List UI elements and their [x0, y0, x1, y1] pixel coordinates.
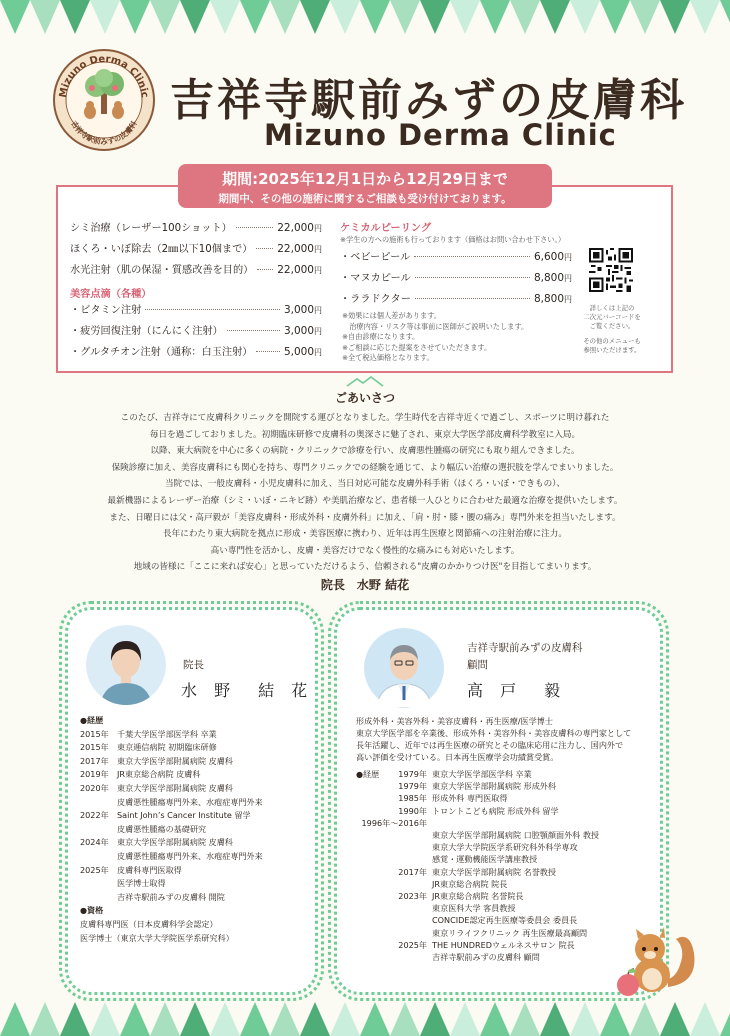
item-name: シミ治療（レーザー100ショット）: [70, 223, 232, 234]
bunting-flag: [570, 1002, 600, 1036]
bunting-flag: [330, 1002, 360, 1036]
item-name: ・グルタチオン注射（通称：白玉注射）: [70, 347, 253, 358]
qr-caption-line: 二次元バーコードを: [583, 313, 641, 321]
director-photo: [86, 625, 166, 705]
bunting-flag: [240, 1002, 270, 1036]
item-price: 22,000円: [277, 222, 322, 234]
bunting-flag: [90, 1002, 120, 1036]
qualification-item: 皮膚科専門医（日本皮膚科学会認定）: [80, 918, 218, 929]
career-text: 東京大学医学部附属病院 形成外科: [432, 781, 556, 792]
price-row: [70, 219, 322, 240]
item-price: 3,000円: [283, 325, 322, 337]
bunting-flag: [450, 1002, 480, 1036]
advisor-name: 高 戸 毅: [467, 681, 567, 700]
career-row: [80, 836, 310, 850]
career-text: 皮膚科専門医取得: [117, 864, 182, 875]
item-price: 3,000円: [283, 304, 322, 316]
peeling-heading: ケミカルピーリング: [340, 223, 432, 234]
advisor-role: 顧問: [467, 659, 488, 671]
career-text: CONCIDE認定再生医療等委員会 委員長: [432, 915, 578, 926]
career-year: 2025年: [398, 939, 427, 950]
career-row: [80, 728, 310, 742]
bunting-flag: [300, 1002, 330, 1036]
bunting-flag: [600, 1002, 630, 1036]
bottom-bunting-decoration: [0, 996, 730, 1036]
treatment-list: [70, 219, 322, 364]
price-row: [70, 301, 322, 322]
bunting-flag: [390, 0, 420, 34]
qualification-item: 医学博士（東京大学大学院医学系研究科）: [80, 932, 234, 943]
bunting-flag: [300, 0, 330, 34]
career-row: [80, 891, 310, 905]
bunting-flag: [510, 1002, 540, 1036]
intro-line: 高い評価を受けている。日本再生医療学会功績賞受賞。: [356, 752, 559, 762]
advisor-illustration: [364, 628, 444, 708]
greeting-line: 以降、東大病院を中心に多くの病院・クリニックで診療を行い、皮膚悪性腫瘍の研究にも取り組んできました。: [150, 446, 580, 457]
greeting-line: 最新機器によるレーザー治療（シミ・いぼ・ニキビ跡）や美肌治療など、患者様一人ひとりに合わせた最適な治療を提供いたします。: [107, 495, 623, 506]
item-name: ・ララドクター: [340, 294, 411, 305]
intro-line: 長年活躍し、近年では再生医療の研究とその臨床応用に注力し、国内外で: [356, 740, 624, 750]
career-text: JR東京総合病院 皮膚科: [117, 769, 201, 780]
bunting-flag: [480, 1002, 510, 1036]
career-text: 東京大学医学部附属病院 皮膚科: [117, 755, 233, 766]
item-price: 6,600円: [533, 251, 572, 263]
greeting-line: 長年にわたり東大病院を拠点に形成・美容医療に携わり、近年は再生医療と関節痛への注射治療に注力。: [163, 529, 567, 540]
greeting-line: 地域の皆様に「ここに来れば安心」と思っていただけるよう、信頼される"皮膚のかかりつけ医"を目指してまいります。: [133, 562, 597, 573]
career-year: [356, 841, 432, 853]
item-name: ・ビタミン注射: [70, 305, 142, 316]
career-year: 2017年: [398, 866, 427, 877]
item-name: 水光注射（肌の保湿・質感改善を目的）: [70, 265, 254, 276]
bunting-flag: [660, 0, 690, 34]
greeting-line: 当院では、一般皮膚科・小児皮膚科に加え、当日対応可能な皮膚外科手術（ほくろ・いぼ・できもの）、: [164, 479, 566, 490]
career-year: [80, 823, 117, 837]
career-text: Saint John’s Cancer Institute 留学: [117, 810, 251, 821]
bunting-flag: [180, 1002, 210, 1036]
item-price: 22,000円: [277, 264, 322, 276]
career-row: [356, 853, 656, 865]
career-year: 2015年: [80, 728, 109, 739]
career-year: 1985年: [398, 793, 427, 804]
bunting-flag: [360, 0, 390, 34]
bunting-flag: [30, 1002, 60, 1036]
bunting-flag: [210, 0, 240, 34]
note-line: ※自由診療になります。: [342, 332, 420, 341]
price-row: [70, 240, 322, 261]
career-text: 医学博士取得: [117, 878, 166, 889]
director-career: [80, 714, 310, 945]
bunting-flag: [540, 0, 570, 34]
career-year: [356, 853, 432, 865]
career-row: [356, 768, 656, 780]
price-row: [340, 269, 572, 290]
career-year: [356, 829, 432, 841]
bunting-flag: [30, 0, 60, 34]
bunting-flag: [0, 0, 30, 34]
career-year: 2022年: [80, 810, 109, 821]
career-row: [356, 866, 656, 878]
career-year: 1979年: [398, 769, 427, 779]
bunting-flag: [210, 1002, 240, 1036]
career-row: [80, 823, 310, 837]
note-line: ※ご相談に応じた提案をさせていただきます。: [342, 342, 492, 352]
career-text: 感覚・運動機能医学講座教授: [432, 854, 538, 865]
campaign-period-banner: [178, 164, 552, 208]
qualification-heading: ●資格: [80, 905, 104, 916]
career-row: [80, 755, 310, 769]
bunting-flag: [420, 0, 450, 34]
career-year: 2015年: [80, 742, 109, 753]
clinic-title-en: Mizuno Derma Clinic: [264, 118, 617, 152]
item-name: ・ベビーピール: [340, 252, 411, 263]
director-role: 院長: [183, 659, 204, 671]
bunting-flag: [720, 0, 730, 34]
bunting-flag: [0, 1002, 30, 1036]
clinic-title-jp: 吉祥寺駅前みずの皮膚科: [170, 75, 687, 126]
item-price: 8,800円: [533, 293, 572, 305]
career-text: 東京大学医学部附属病院 名誉教授: [432, 866, 556, 877]
note-line: ※効果には個人差があります。: [342, 311, 441, 320]
item-price: 5,000円: [283, 346, 322, 358]
career-text: JR東京総合病院 名誉院長: [432, 891, 524, 902]
bunting-flag: [570, 0, 600, 34]
greeting-signature: 院長 水野 結花: [320, 578, 410, 592]
career-text: 東京医科大学 客員教授: [432, 903, 516, 914]
campaign-note: 期間中、その他の施術に関するご相談も受け付けております。: [218, 193, 512, 205]
career-year: [80, 850, 117, 864]
price-row: [340, 248, 572, 269]
logo-bottom-text: 吉祥寺駅前みずの皮膚科: [69, 119, 139, 146]
career-text: 皮膚悪性腫瘍の基礎研究: [117, 823, 207, 834]
career-text: 吉祥寺駅前みずの皮膚科 開院: [117, 891, 225, 902]
career-year: [80, 796, 117, 810]
bunting-flag: [390, 1002, 420, 1036]
career-text: 形成外科 専門医取得: [432, 793, 508, 804]
advisor-clinic: 吉祥寺駅前みずの皮膚科: [467, 642, 583, 654]
career-row: [80, 877, 310, 891]
career-row: [356, 780, 656, 792]
qr-caption-line: 参照いただけます。: [583, 346, 641, 354]
bunting-flag: [240, 0, 270, 34]
career-text: 吉祥寺駅前みずの皮膚科 顧問: [432, 952, 540, 963]
campaign-period: 期間:2025年12月1日から12月29日まで: [222, 170, 508, 188]
career-row: [80, 809, 310, 823]
logo-top-text: Mizuno Derma Clinic: [57, 53, 151, 99]
peeling-note: ※学生の方への施術も行っております（価格はお問い合わせ下さい。）: [340, 235, 566, 244]
greeting-line: 毎日を過ごしておりました。初期臨床研修で皮膚科の奥深さに魅了され、東京大学医学部皮膚科学教室に入局。: [149, 429, 581, 440]
career-year: 2025年: [80, 864, 109, 875]
bunting-flag: [450, 0, 480, 34]
bunting-flag: [630, 0, 660, 34]
career-year: 2019年: [80, 769, 109, 780]
career-year: [356, 914, 432, 926]
career-row: [80, 782, 310, 796]
bunting-flag: [330, 0, 360, 34]
career-row: [356, 805, 656, 817]
squirrel-mascot-icon: [610, 917, 700, 997]
bunting-flag: [120, 0, 150, 34]
career-year: 1979年: [398, 781, 427, 792]
bunting-flag: [420, 1002, 450, 1036]
career-text: 皮膚悪性腫瘍専門外来、水疱症専門外来: [117, 796, 263, 807]
bunting-flag: [720, 1002, 730, 1036]
director-name: 水 野 結 花: [181, 681, 314, 700]
career-text: トロントこども病院 形成外科 留学: [432, 805, 559, 816]
career-year: 1996年～2016年: [361, 817, 427, 828]
career-heading: ●経歴: [80, 715, 104, 725]
career-year: [356, 927, 432, 939]
greeting-line: このたび、吉祥寺にて皮膚科クリニックを開院する運びとなりました。学生時代を吉祥寺近くで過ごし、スポーツに明け暮れた: [120, 413, 610, 423]
peeling-list: [340, 219, 572, 311]
qr-caption-line: その他のメニューも: [583, 337, 641, 345]
bunting-flag: [480, 0, 510, 34]
career-year: 2017年: [80, 755, 109, 766]
item-price: 22,000円: [277, 243, 322, 255]
career-row: [356, 878, 656, 890]
bunting-flag: [540, 1002, 570, 1036]
career-row: [80, 850, 310, 864]
item-name: ・疲労回復注射（にんにく注射）: [70, 326, 223, 337]
bunting-flag: [690, 0, 720, 34]
career-row: [356, 902, 656, 914]
career-year: 2020年: [80, 782, 109, 793]
bunting-flag: [150, 0, 180, 34]
career-year: [356, 878, 432, 890]
career-text: 皮膚悪性腫瘍専門外来、水疱症専門外来: [117, 850, 263, 861]
greeting-body: [0, 410, 730, 576]
career-row: [356, 829, 656, 841]
bunting-flag: [630, 1002, 660, 1036]
price-row: [70, 343, 322, 364]
career-row: [80, 741, 310, 755]
career-year: 2024年: [80, 837, 109, 848]
career-row: [356, 841, 656, 853]
career-text: 東京リライフクリニック 再生医療最高顧問: [432, 927, 588, 938]
item-name: ほくろ・いぼ除去（2㎜以下10個まで）: [70, 244, 253, 255]
qr-caption: [580, 304, 644, 355]
bunting-flag: [660, 1002, 690, 1036]
qr-caption-line: 詳しくは上記の: [589, 304, 635, 312]
advisor-intro: [356, 715, 631, 763]
intro-line: 形成外科・美容外科・美容皮膚科・再生医療/医学博士: [356, 716, 553, 726]
bunting-flag: [90, 0, 120, 34]
item-name: ・マヌカピール: [340, 273, 411, 284]
bunting-flag: [600, 0, 630, 34]
price-notes: [342, 311, 528, 364]
career-row: [80, 864, 310, 878]
career-row: [356, 817, 656, 829]
greeting-line: また、日曜日には父・高戸毅が「美容皮膚科・形成外科・皮膚外科」に加え、「肩・肘・膝・腰の痛み」専門外来を担当いたします。: [109, 512, 621, 523]
career-year: 1990年: [398, 805, 427, 816]
career-year: [356, 951, 432, 963]
mountain-ornament-icon: [345, 376, 385, 388]
top-bunting-decoration: [0, 0, 730, 40]
bunting-flag: [270, 0, 300, 34]
price-row: [340, 290, 572, 311]
bunting-flag: [690, 1002, 720, 1036]
note-line: ※全て税込価格となります。: [342, 353, 434, 362]
career-year: [80, 877, 117, 891]
greeting-line: 高い専門性を活かし、皮膚・美容だけでなく慢性的な痛みにも対応いたします。: [210, 545, 520, 556]
career-text: JR東京総合病院 院長: [432, 878, 508, 889]
career-row: [356, 890, 656, 902]
bunting-flag: [270, 1002, 300, 1036]
career-year: [80, 891, 117, 905]
career-text: 東京逓信病院 初期臨床研修: [117, 742, 217, 753]
note-line: 治療内容・リスク等は事前に医師がご説明いたします。: [342, 321, 529, 331]
item-price: 8,800円: [533, 272, 572, 284]
career-list: [80, 728, 310, 905]
career-text: 東京大学医学部附属病院 皮膚科: [117, 782, 233, 793]
qr-code[interactable]: [589, 248, 633, 292]
career-row: [80, 796, 310, 810]
career-year: 2023年: [398, 891, 427, 902]
bunting-flag: [60, 0, 90, 34]
bunting-flag: [120, 1002, 150, 1036]
bunting-flag: [360, 1002, 390, 1036]
career-text: THE HUNDREDウェルネスサロン 院長: [432, 939, 575, 950]
bunting-flag: [510, 0, 540, 34]
bunting-flag: [60, 1002, 90, 1036]
career-row: [356, 792, 656, 804]
price-row: [70, 261, 322, 282]
clinic-logo: [52, 48, 156, 152]
career-text: 東京大学医学部附属病院 皮膚科: [117, 837, 233, 848]
career-text: 東京大学医学部医学科 卒業: [432, 769, 532, 779]
bunting-flag: [180, 0, 210, 34]
career-text: 東京大学大学院医学系研究科外科学専攻: [432, 842, 578, 853]
career-year: [356, 902, 432, 914]
bunting-flag: [150, 1002, 180, 1036]
career-text: 東京大学医学部附属病院 口腔顎顔面外科 教授: [432, 830, 600, 841]
intro-line: 東京大学医学部を卒業後、形成外科・美容外科・美容皮膚科の専門家として: [356, 728, 632, 738]
price-row: [70, 322, 322, 343]
qr-caption-line: ご覧ください。: [589, 322, 635, 330]
career-text: 千葉大学医学部医学科 卒業: [117, 728, 217, 739]
greeting-line: 保険診療に加え、美容皮膚科にも関心を持ち、専門クリニックでの経験を通じて、より幅広い治療の選択肢を学んでまいりました。: [111, 462, 619, 473]
career-row: [80, 768, 310, 782]
career-heading: ●経歴: [356, 769, 380, 779]
greeting-title: ごあいさつ: [334, 391, 395, 405]
drip-heading: 美容点滴（各種）: [70, 289, 152, 300]
